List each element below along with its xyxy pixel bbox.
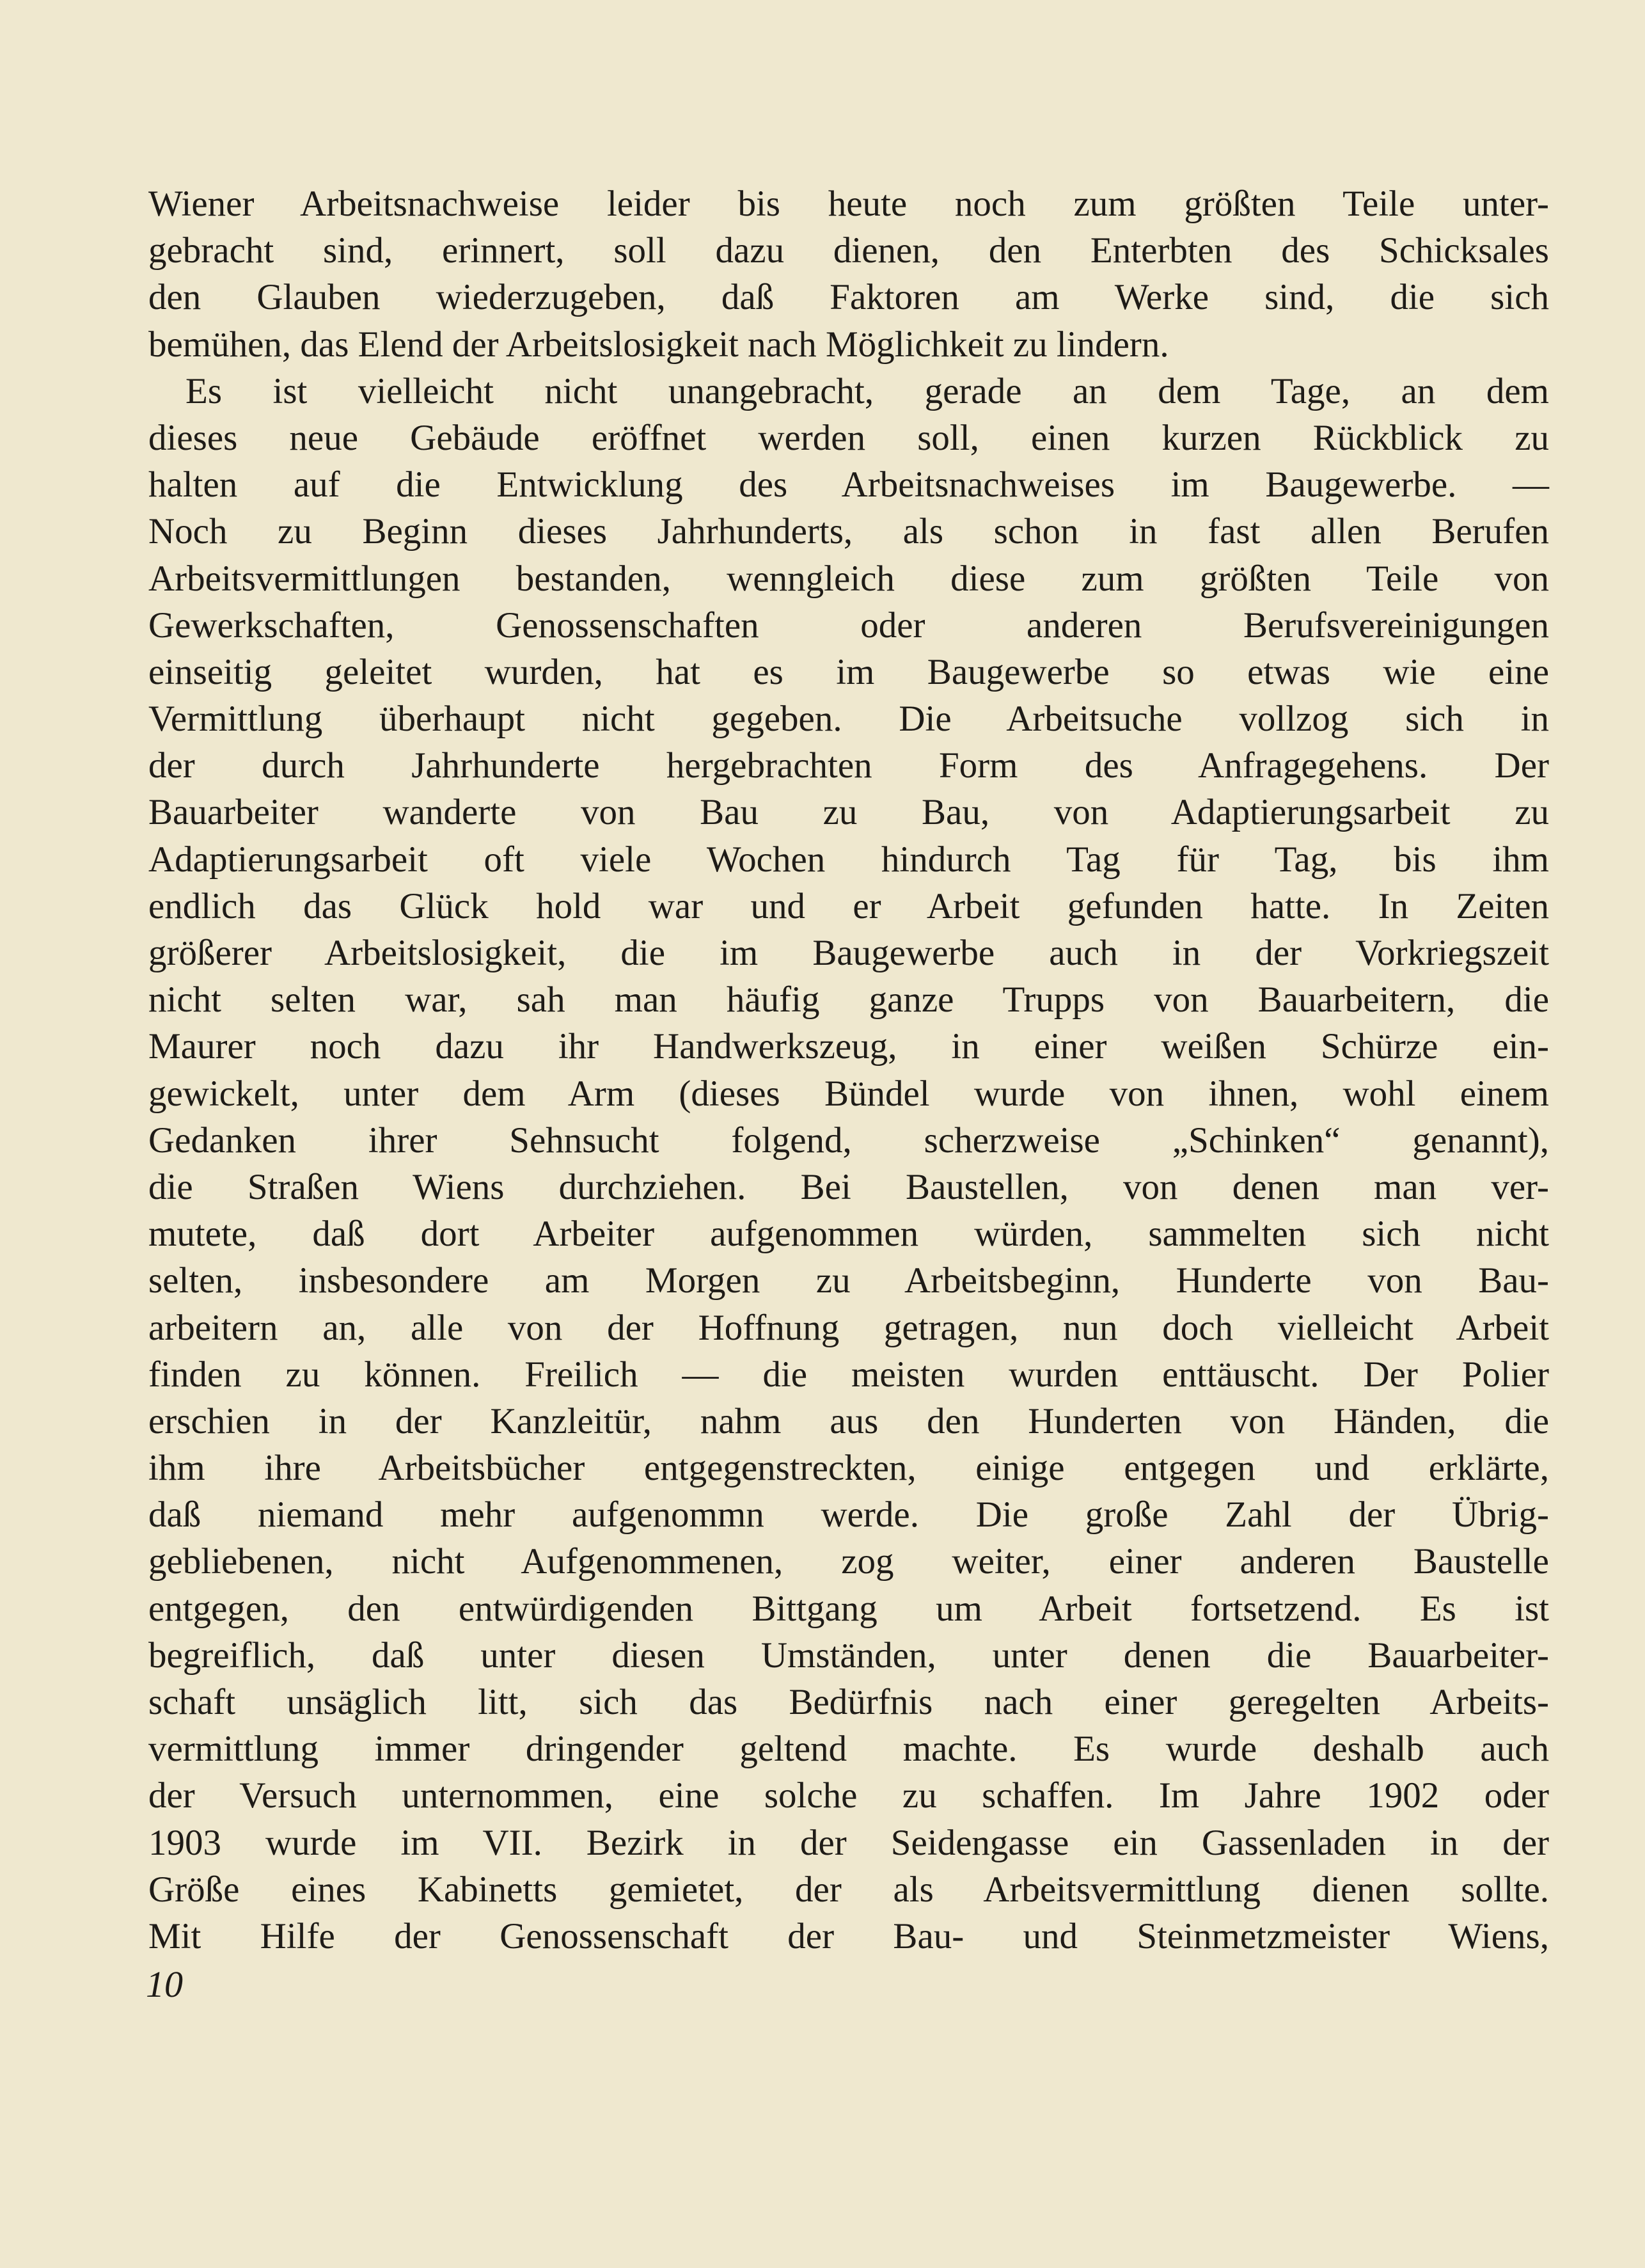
text-line: Adaptierungsarbeit oft viele Wochen hindurch Tag für Tag, bis ihm [148,839,1549,880]
text-line: der durch Jahrhunderte hergebrachten Form des Anfragegehens. Der [148,745,1549,786]
text-line: endlich das Glück hold war und er Arbeit gefunden hatte. In Zeiten [148,885,1549,926]
text-line: gewickelt, unter dem Arm (dieses Bündel wurde von ihnen, wohl einem [148,1073,1549,1114]
text-line: einseitig geleitet wurden, hat es im Baugewerbe so etwas wie eine [148,651,1549,692]
text-line: Größe eines Kabinetts gemietet, der als Arbeitsvermittlung dienen sollte. [148,1869,1549,1910]
text-line: begreiflich, daß unter diesen Umständen, unter denen die Bauarbeiter- [148,1635,1549,1676]
text-line: Noch zu Beginn dieses Jahrhunderts, als schon in fast allen Berufen [148,511,1549,552]
text-line: gebliebenen, nicht Aufgenommenen, zog weiter, einer anderen Baustelle [148,1541,1549,1582]
text-line: ihm ihre Arbeitsbücher entgegenstreckten, einige entgegen und erklärte, [148,1448,1549,1489]
text-line: 1903 wurde im VII. Bezirk in der Seidengasse ein Gassenladen in der [148,1822,1549,1863]
text-line: daß niemand mehr aufgenommn werde. Die große Zahl der Übrig- [148,1495,1549,1535]
text-line: nicht selten war, sah man häufig ganze Trupps von Bauarbeitern, die [148,979,1549,1020]
body-text [148,180,1549,1960]
paragraph-start-line: Es ist vielleicht nicht unangebracht, gerade an dem Tage, an dem [185,370,1549,411]
text-line: bemühen, das Elend der Arbeitslosigkeit nach Möglichkeit zu lindern. [148,324,1169,365]
text-line: den Glauben wiederzugeben, daß Faktoren am Werke sind, die sich [148,277,1549,318]
text-line: arbeitern an, alle von der Hoffnung getragen, nun doch vielleicht Arbeit [148,1307,1549,1348]
text-line: vermittlung immer dringender geltend machte. Es wurde deshalb auch [148,1729,1549,1770]
text-line: entgegen, den entwürdigenden Bittgang um Arbeit fortsetzend. Es ist [148,1588,1549,1629]
text-line: halten auf die Entwicklung des Arbeitsnachweises im Baugewerbe. — [148,464,1549,505]
text-line: mutete, daß dort Arbeiter aufgenommen würden, sammelten sich nicht [148,1214,1549,1255]
text-line: der Versuch unternommen, eine solche zu schaffen. Im Jahre 1902 oder [148,1775,1549,1816]
text-line: Mit Hilfe der Genossenschaft der Bau- und Steinmetzmeister Wiens, [148,1915,1549,1956]
text-line: Maurer noch dazu ihr Handwerkszeug, in einer weißen Schürze ein- [148,1026,1549,1067]
page-number: 10 [146,1963,183,2005]
text-line: Gedanken ihrer Sehnsucht folgend, scherzweise „Schinken“ genannt), [148,1120,1549,1161]
text-line: erschien in der Kanzleitür, nahm aus den Hunderten von Händen, die [148,1400,1549,1441]
text-line: selten, insbesondere am Morgen zu Arbeitsbeginn, Hunderte von Bau- [148,1260,1549,1301]
text-line: Arbeitsvermittlungen bestanden, wenngleich diese zum größten Teile von [148,558,1549,599]
text-line: dieses neue Gebäude eröffnet werden soll, einen kurzen Rückblick zu [148,417,1549,458]
text-line: Vermittlung überhaupt nicht gegeben. Die Arbeitsuche vollzog sich in [148,699,1549,740]
text-line: gebracht sind, erinnert, soll dazu dienen, den Enterbten des Schicksales [148,230,1549,271]
text-line: schaft unsäglich litt, sich das Bedürfnis nach einer geregelten Arbeits- [148,1682,1549,1722]
text-line: Bauarbeiter wanderte von Bau zu Bau, von Adaptierungsarbeit zu [148,792,1549,833]
text-line: Gewerkschaften, Genossenschaften oder anderen Berufsvereinigungen [148,605,1549,646]
text-line: die Straßen Wiens durchziehen. Bei Baustellen, von denen man ver- [148,1166,1549,1207]
text-line: größerer Arbeitslosigkeit, die im Baugewerbe auch in der Vorkriegszeit [148,933,1549,973]
text-line: finden zu können. Freilich — die meisten wurden enttäuscht. Der Polier [148,1354,1549,1395]
text-line: Wiener Arbeitsnachweise leider bis heute noch zum größten Teile unter- [148,184,1549,224]
